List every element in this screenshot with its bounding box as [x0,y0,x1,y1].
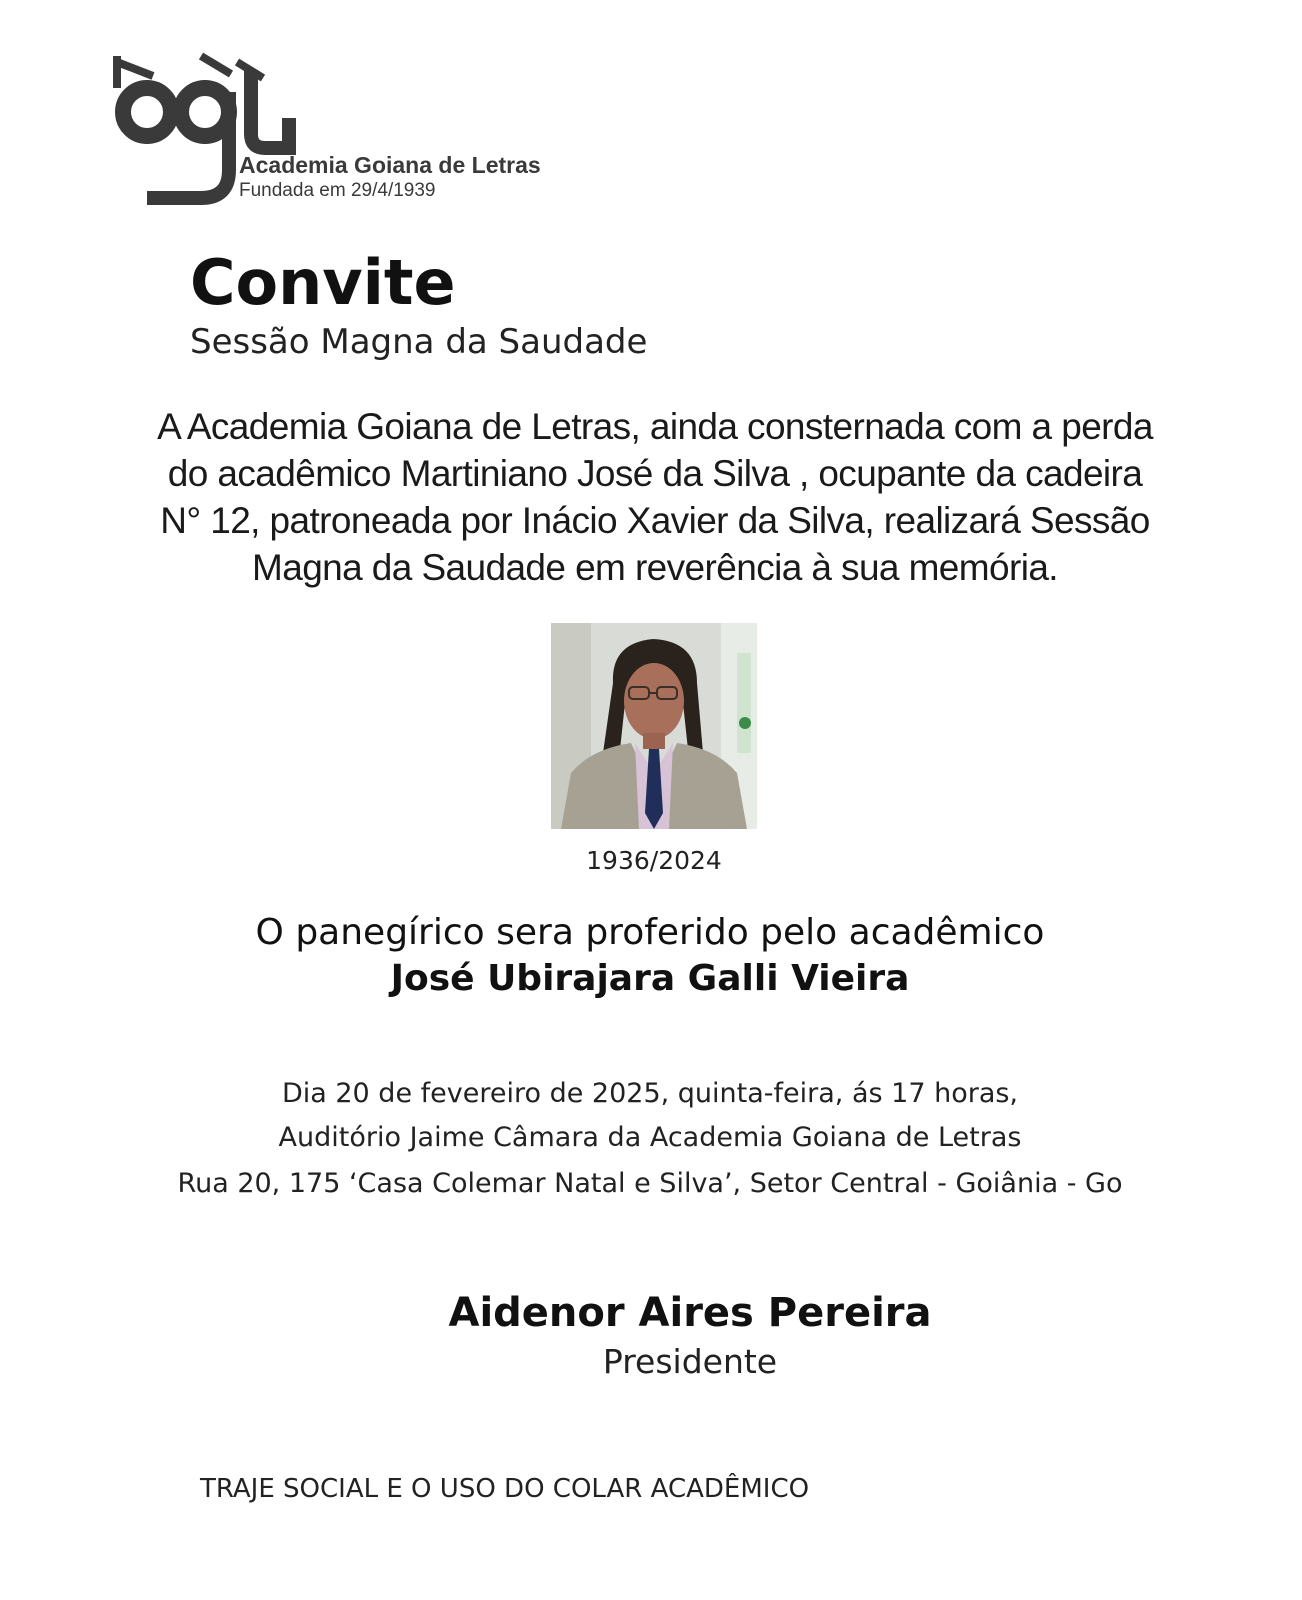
memorial-portrait [551,623,757,829]
invitation-title: Convite [190,246,456,319]
portrait-photo-icon [551,623,757,829]
president-role: Presidente [602,1342,778,1381]
academy-logo [113,52,573,212]
body-line: N° 12, patroneada por Inácio Xavier da Silva, realizará Sessão [160,500,1150,541]
event-venue: Auditório Jaime Câmara da Academia Goiana de Letras [278,1122,1022,1153]
body-line: Magna da Saudade em reverência à sua memória. [252,547,1058,588]
body-line: do acadêmico Martiniano José da Silva , ocupante da cadeira [167,453,1143,494]
event-date: Dia 20 de fevereiro de 2025, quinta-feira, ás 17 horas, [281,1078,1019,1109]
panegyric-text: O panegírico sera proferido pelo acadêmico [255,912,1045,953]
president-name: Aidenor Aires Pereira [448,1290,932,1336]
invitation-body [110,403,1200,591]
dress-code: TRAJE SOCIAL E O USO DO COLAR ACADÊMICO [200,1474,810,1504]
event-address: Rua 20, 175 ‘Casa Colemar Natal e Silva’, Setor Central - Goiânia - Go [177,1168,1123,1199]
logo-founded-date: Fundada em 29/4/1939 [239,180,436,201]
body-line: A Academia Goiana de Letras, ainda consternada com a perda [157,406,1153,447]
session-subtitle: Sessão Magna da Saudade [190,322,648,362]
life-years: 1936/2024 [586,846,722,875]
logo-academy-name: Academia Goiana de Letras [239,152,541,178]
panegyric-speaker: José Ubirajara Galli Vieira [390,958,910,999]
